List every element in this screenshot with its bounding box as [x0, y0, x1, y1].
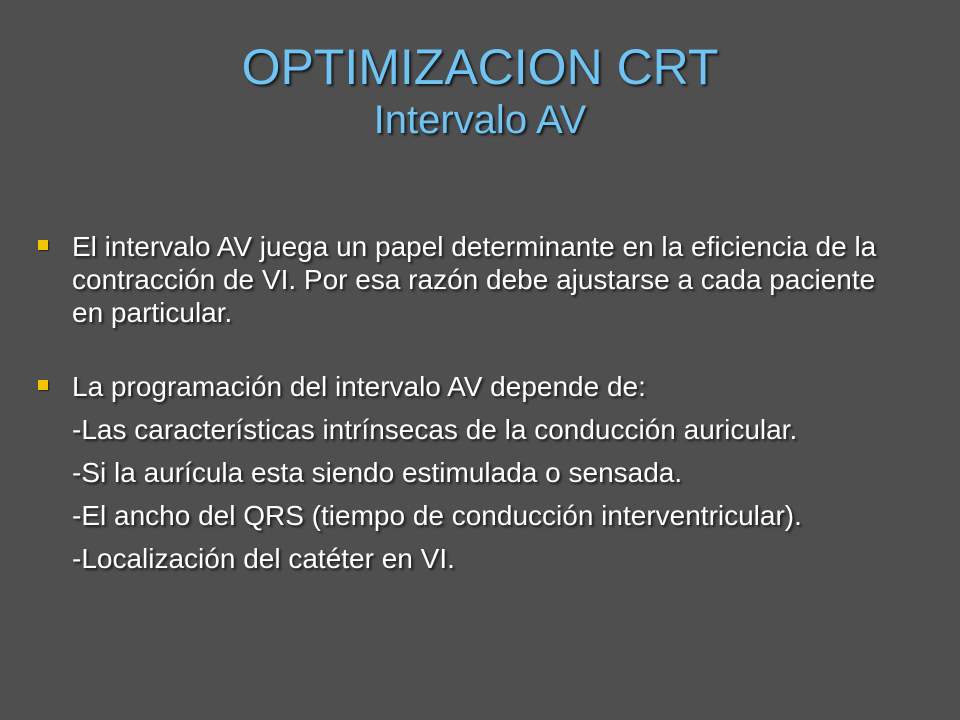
sub-item: -El ancho del QRS (tiempo de conducción interventricular). — [72, 500, 802, 531]
spacer — [38, 532, 898, 542]
bullet-item — [38, 370, 898, 403]
sub-item: -Si la aurícula esta siendo estimulada o sensada. — [72, 457, 683, 488]
sub-item: -Localización del catéter en VI. — [72, 543, 455, 574]
bullet-item — [38, 230, 898, 329]
spacer — [38, 446, 898, 456]
slide-title: OPTIMIZACION CRT — [241, 39, 719, 95]
spacer — [38, 489, 898, 499]
slide-title-block — [0, 38, 960, 144]
square-bullet-icon — [38, 240, 48, 250]
spacer — [38, 329, 898, 370]
slide-subtitle: Intervalo AV — [373, 98, 587, 142]
sub-item: -Las características intrínsecas de la conducción auricular. — [72, 414, 798, 445]
bullet-text: La programación del intervalo AV depende de: — [72, 371, 646, 402]
square-bullet-icon — [38, 380, 48, 390]
spacer — [38, 403, 898, 413]
slide-body — [38, 230, 898, 575]
bullet-text: El intervalo AV juega un papel determinante en la eficiencia de la contracción de VI. Por esa razón debe ajustarse a cada paciente en particular. — [72, 231, 877, 328]
